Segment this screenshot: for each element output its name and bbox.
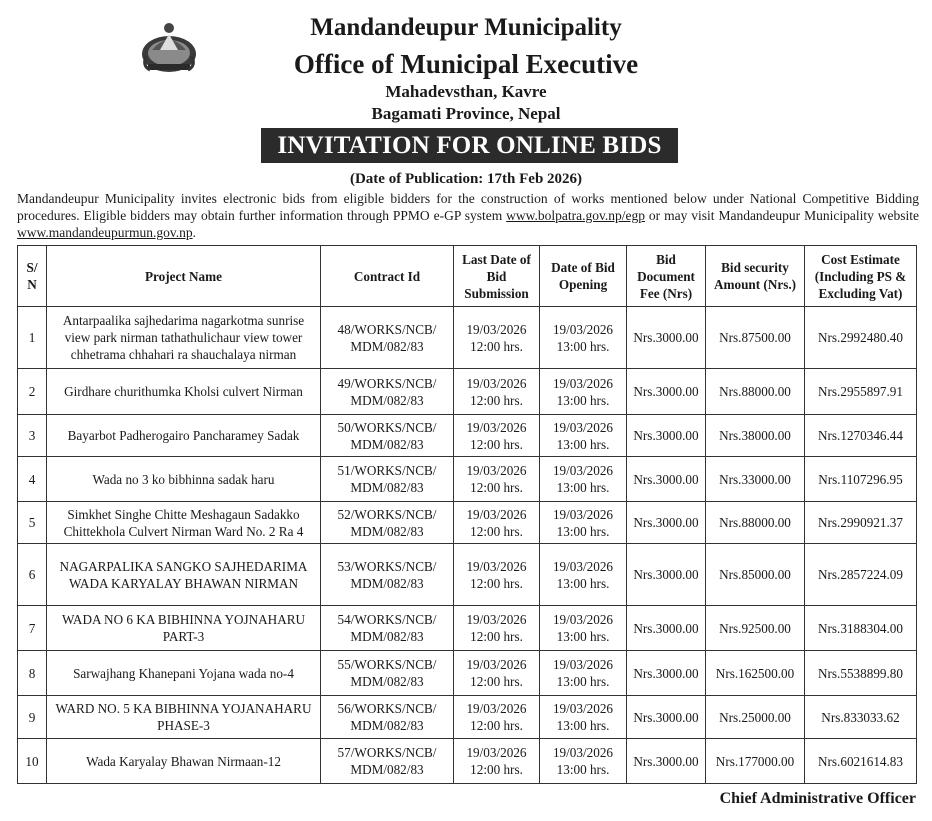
cell-last-date: 19/03/2026 12:00 hrs.	[454, 415, 540, 457]
cell-cost-estimate: Nrs.2992480.40	[805, 307, 917, 369]
cell-sn: 6	[18, 544, 47, 606]
cell-sn: 8	[18, 651, 47, 696]
cell-contract-id: 48/WORKS/NCB/ MDM/082/83	[321, 307, 454, 369]
table-row	[18, 307, 917, 369]
page-title: INVITATION FOR ONLINE BIDS	[261, 128, 678, 163]
intro-text-1: Mandandeupur Municipality invites electronic bids from eligible bidders for the construction of works mentioned below under National Competitive Bidding procedures. Eligible bidders may obtain further information through PPMO e-GP system	[17, 191, 919, 223]
header-document-fee: Bid Document Fee (Nrs)	[627, 246, 706, 307]
cell-sn: 3	[18, 415, 47, 457]
cell-contract-id: 54/WORKS/NCB/ MDM/082/83	[321, 606, 454, 651]
cell-sn: 9	[18, 696, 47, 739]
cell-bid-security: Nrs.25000.00	[706, 696, 805, 739]
cell-cost-estimate: Nrs.2955897.91	[805, 369, 917, 415]
cell-bid-security: Nrs.88000.00	[706, 369, 805, 415]
cell-sn: 5	[18, 502, 47, 544]
cell-sn: 4	[18, 457, 47, 502]
cell-contract-id: 56/WORKS/NCB/ MDM/082/83	[321, 696, 454, 739]
cell-last-date: 19/03/2026 12:00 hrs.	[454, 739, 540, 784]
intro-text-3: .	[192, 225, 196, 240]
cell-last-date: 19/03/2026 12:00 hrs.	[454, 544, 540, 606]
office-province: Bagamati Province, Nepal	[371, 104, 561, 123]
table-header-row	[18, 246, 917, 307]
header-sn: S/ N	[18, 246, 47, 307]
cell-sn: 1	[18, 307, 47, 369]
cell-project-name: Wada no 3 ko bibhinna sadak haru	[47, 457, 321, 502]
cell-bid-security: Nrs.38000.00	[706, 415, 805, 457]
cell-project-name: Simkhet Singhe Chitte Meshagaun Sadakko Chittekhola Culvert Nirman Ward No. 2 Ra 4	[47, 502, 321, 544]
cell-bid-security: Nrs.177000.00	[706, 739, 805, 784]
cell-last-date: 19/03/2026 12:00 hrs.	[454, 457, 540, 502]
cell-last-date: 19/03/2026 12:00 hrs.	[454, 696, 540, 739]
cell-project-name: Sarwajhang Khanepani Yojana wada no-4	[47, 651, 321, 696]
cell-opening-date: 19/03/2026 13:00 hrs.	[540, 651, 627, 696]
cell-last-date: 19/03/2026 12:00 hrs.	[454, 369, 540, 415]
cell-last-date: 19/03/2026 12:00 hrs.	[454, 606, 540, 651]
cell-opening-date: 19/03/2026 13:00 hrs.	[540, 739, 627, 784]
header-bid-security: Bid security Amount (Nrs.)	[706, 246, 805, 307]
municipality-website-link[interactable]: www.mandandeupurmun.gov.np	[17, 225, 193, 240]
header-project-name: Project Name	[47, 246, 321, 307]
cell-document-fee: Nrs.3000.00	[627, 544, 706, 606]
cell-contract-id: 52/WORKS/NCB/ MDM/082/83	[321, 502, 454, 544]
cell-opening-date: 19/03/2026 13:00 hrs.	[540, 369, 627, 415]
cell-sn: 2	[18, 369, 47, 415]
cell-document-fee: Nrs.3000.00	[627, 457, 706, 502]
cell-cost-estimate: Nrs.3188304.00	[805, 606, 917, 651]
cell-opening-date: 19/03/2026 13:00 hrs.	[540, 457, 627, 502]
cell-sn: 7	[18, 606, 47, 651]
cell-opening-date: 19/03/2026 13:00 hrs.	[540, 696, 627, 739]
table-row	[18, 369, 917, 415]
table-row	[18, 739, 917, 784]
cell-project-name: Girdhare churithumka Kholsi culvert Nirman	[47, 369, 321, 415]
cell-contract-id: 57/WORKS/NCB/ MDM/082/83	[321, 739, 454, 784]
table-row	[18, 544, 917, 606]
cell-opening-date: 19/03/2026 13:00 hrs.	[540, 606, 627, 651]
cell-cost-estimate: Nrs.2990921.37	[805, 502, 917, 544]
office-address: Mahadevsthan, Kavre	[385, 82, 547, 101]
cell-document-fee: Nrs.3000.00	[627, 606, 706, 651]
cell-contract-id: 51/WORKS/NCB/ MDM/082/83	[321, 457, 454, 502]
cell-contract-id: 50/WORKS/NCB/ MDM/082/83	[321, 415, 454, 457]
cell-cost-estimate: Nrs.1270346.44	[805, 415, 917, 457]
header-contract-id: Contract Id	[321, 246, 454, 307]
bolpatra-link[interactable]: www.bolpatra.gov.np/egp	[506, 208, 646, 223]
office-name: Office of Municipal Executive	[293, 49, 639, 79]
cell-cost-estimate: Nrs.5538899.80	[805, 651, 917, 696]
cell-contract-id: 53/WORKS/NCB/ MDM/082/83	[321, 544, 454, 606]
table-row	[18, 457, 917, 502]
cell-cost-estimate: Nrs.2857224.09	[805, 544, 917, 606]
signoff: Chief Administrative Officer	[719, 790, 916, 807]
cell-document-fee: Nrs.3000.00	[627, 369, 706, 415]
cell-document-fee: Nrs.3000.00	[627, 502, 706, 544]
cell-document-fee: Nrs.3000.00	[627, 307, 706, 369]
cell-project-name: WARD NO. 5 KA BIBHINNA YOJANAHARU PHASE-3	[47, 696, 321, 739]
table-row	[18, 606, 917, 651]
cell-bid-security: Nrs.88000.00	[706, 502, 805, 544]
cell-bid-security: Nrs.85000.00	[706, 544, 805, 606]
cell-bid-security: Nrs.87500.00	[706, 307, 805, 369]
cell-opening-date: 19/03/2026 13:00 hrs.	[540, 544, 627, 606]
cell-last-date: 19/03/2026 12:00 hrs.	[454, 307, 540, 369]
cell-project-name: Bayarbot Padherogairo Pancharamey Sadak	[47, 415, 321, 457]
cell-project-name: Wada Karyalay Bhawan Nirmaan-12	[47, 739, 321, 784]
cell-bid-security: Nrs.92500.00	[706, 606, 805, 651]
cell-document-fee: Nrs.3000.00	[627, 415, 706, 457]
cell-sn: 10	[18, 739, 47, 784]
header-opening-date: Date of Bid Opening	[540, 246, 627, 307]
header-cost-estimate: Cost Estimate (Including PS & Excluding Vat)	[805, 246, 917, 307]
table-row	[18, 502, 917, 544]
cell-opening-date: 19/03/2026 13:00 hrs.	[540, 502, 627, 544]
cell-project-name: Antarpaalika sajhedarima nagarkotma sunrise view park nirman tathathulichaur view tower chhetrama chhahari ra shauchalaya nirman	[47, 307, 321, 369]
cell-opening-date: 19/03/2026 13:00 hrs.	[540, 307, 627, 369]
municipality-name: Mandandeupur Municipality	[310, 14, 622, 41]
cell-last-date: 19/03/2026 12:00 hrs.	[454, 651, 540, 696]
cell-opening-date: 19/03/2026 13:00 hrs.	[540, 415, 627, 457]
cell-cost-estimate: Nrs.1107296.95	[805, 457, 917, 502]
cell-project-name: NAGARPALIKA SANGKO SAJHEDARIMA WADA KARYALAY BHAWAN NIRMAN	[47, 544, 321, 606]
table-row	[18, 651, 917, 696]
table-row	[18, 696, 917, 739]
cell-cost-estimate: Nrs.6021614.83	[805, 739, 917, 784]
cell-bid-security: Nrs.33000.00	[706, 457, 805, 502]
header-last-date: Last Date of Bid Submission	[454, 246, 540, 307]
cell-document-fee: Nrs.3000.00	[627, 696, 706, 739]
cell-bid-security: Nrs.162500.00	[706, 651, 805, 696]
table-row	[18, 415, 917, 457]
cell-project-name: WADA NO 6 KA BIBHINNA YOJNAHARU PART-3	[47, 606, 321, 651]
cell-last-date: 19/03/2026 12:00 hrs.	[454, 502, 540, 544]
cell-document-fee: Nrs.3000.00	[627, 651, 706, 696]
publication-date: (Date of Publication: 17th Feb 2026)	[349, 171, 583, 187]
cell-contract-id: 55/WORKS/NCB/ MDM/082/83	[321, 651, 454, 696]
bids-table	[17, 245, 917, 784]
cell-document-fee: Nrs.3000.00	[627, 739, 706, 784]
intro-text-2: or may visit Mandandeupur Municipality website	[645, 208, 919, 223]
intro-paragraph	[17, 190, 919, 241]
cell-cost-estimate: Nrs.833033.62	[805, 696, 917, 739]
cell-contract-id: 49/WORKS/NCB/ MDM/082/83	[321, 369, 454, 415]
